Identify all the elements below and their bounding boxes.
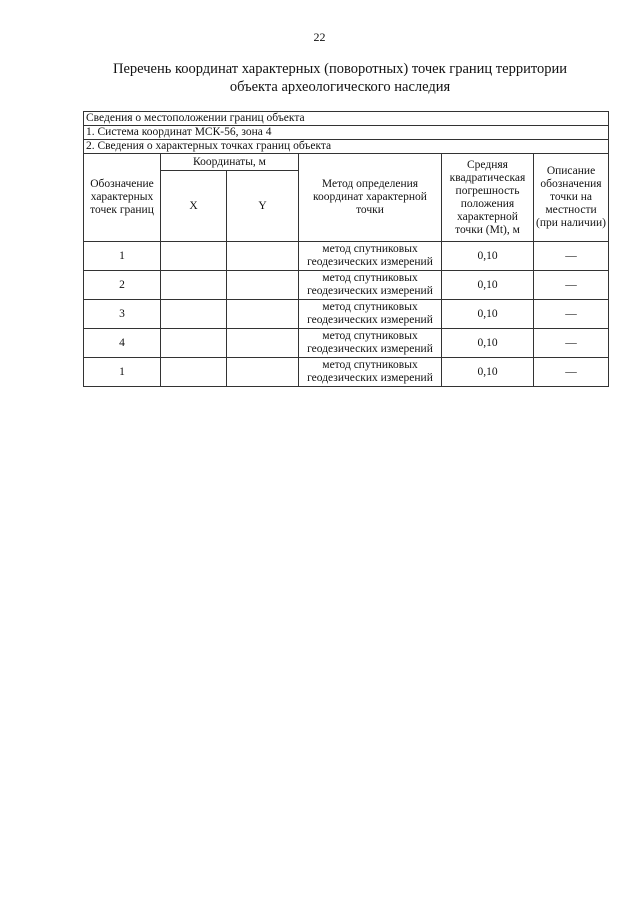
table-row bbox=[84, 242, 609, 271]
cell-method-line-2: геодезических измерений bbox=[307, 285, 433, 297]
cell-y bbox=[227, 329, 299, 358]
page-number: 22 bbox=[313, 30, 326, 44]
header-method: Метод определения координат характерной точки bbox=[299, 154, 442, 242]
cell-error: 0,10 bbox=[442, 242, 534, 271]
info-row-coord-system bbox=[84, 126, 609, 140]
header-error: Средняя квадратическая погрешность положения характерной точки (Mt), м bbox=[442, 154, 534, 242]
cell-point: 1 bbox=[84, 242, 161, 271]
info-coord-system-text: 1. Система координат МСК-56, зона 4 bbox=[84, 126, 609, 140]
cell-method bbox=[299, 329, 442, 358]
cell-point: 1 bbox=[84, 358, 161, 387]
table-row bbox=[84, 329, 609, 358]
cell-method-line-1: метод спутниковых bbox=[322, 301, 418, 313]
document-title bbox=[80, 60, 600, 96]
cell-y bbox=[227, 358, 299, 387]
cell-description: — bbox=[534, 329, 609, 358]
cell-x bbox=[161, 271, 227, 300]
header-row-top bbox=[84, 154, 609, 171]
cell-method-line-2: геодезических измерений bbox=[307, 343, 433, 355]
title-line-2: объекта археологического наследия bbox=[229, 79, 451, 95]
cell-point: 4 bbox=[84, 329, 161, 358]
cell-method-line-1: метод спутниковых bbox=[322, 330, 418, 342]
table-row bbox=[84, 271, 609, 300]
cell-description: — bbox=[534, 242, 609, 271]
cell-method-line-1: метод спутниковых bbox=[322, 272, 418, 284]
cell-error: 0,10 bbox=[442, 329, 534, 358]
header-description: Описание обозначения точки на местности (при наличии) bbox=[534, 154, 609, 242]
cell-description: — bbox=[534, 271, 609, 300]
cell-method bbox=[299, 358, 442, 387]
coordinates-table bbox=[83, 111, 609, 387]
cell-y bbox=[227, 300, 299, 329]
cell-point: 2 bbox=[84, 271, 161, 300]
info-row-points bbox=[84, 140, 609, 154]
cell-method bbox=[299, 271, 442, 300]
cell-y bbox=[227, 242, 299, 271]
cell-error: 0,10 bbox=[442, 358, 534, 387]
table-row bbox=[84, 300, 609, 329]
cell-point: 3 bbox=[84, 300, 161, 329]
cell-method-line-1: метод спутниковых bbox=[322, 243, 418, 255]
cell-x bbox=[161, 358, 227, 387]
cell-method bbox=[299, 300, 442, 329]
header-point-designation: Обозначение характерных точек границ bbox=[84, 154, 161, 242]
header-coordinates: Координаты, м bbox=[161, 154, 299, 171]
cell-method-line-2: геодезических измерений bbox=[307, 256, 433, 268]
cell-method-line-1: метод спутниковых bbox=[322, 359, 418, 371]
cell-error: 0,10 bbox=[442, 271, 534, 300]
cell-x bbox=[161, 329, 227, 358]
cell-x bbox=[161, 300, 227, 329]
info-location-text: Сведения о местоположении границ объекта bbox=[84, 112, 609, 126]
header-y: Y bbox=[227, 171, 299, 242]
cell-method-line-2: геодезических измерений bbox=[307, 314, 433, 326]
header-x: X bbox=[161, 171, 227, 242]
cell-y bbox=[227, 271, 299, 300]
cell-error: 0,10 bbox=[442, 300, 534, 329]
cell-description: — bbox=[534, 358, 609, 387]
cell-method bbox=[299, 242, 442, 271]
info-points-text: 2. Сведения о характерных точках границ объекта bbox=[84, 140, 609, 154]
info-row-location bbox=[84, 112, 609, 126]
table-row bbox=[84, 358, 609, 387]
title-line-1: Перечень координат характерных (поворотных) точек границ территории bbox=[112, 61, 568, 77]
cell-method-line-2: геодезических измерений bbox=[307, 372, 433, 384]
cell-description: — bbox=[534, 300, 609, 329]
cell-x bbox=[161, 242, 227, 271]
